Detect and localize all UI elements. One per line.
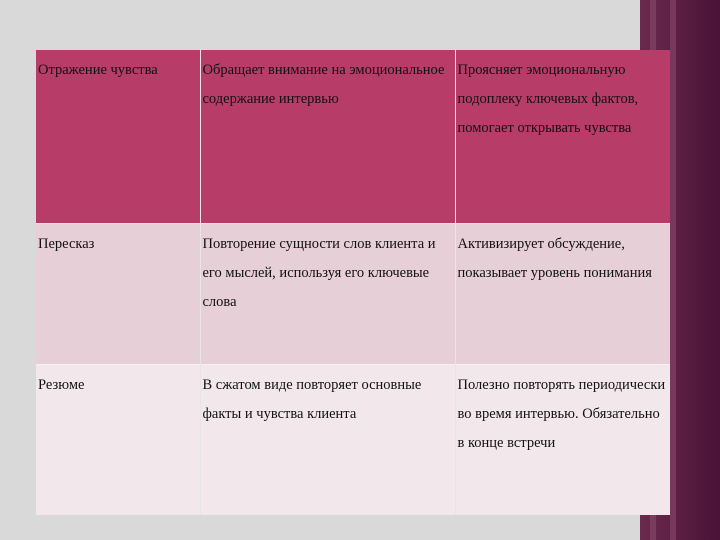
technique-name-cell: Пересказ — [36, 224, 200, 365]
technique-effect-cell: Полезно повторять периодически во время интервью. Обязательно в конце встречи — [455, 365, 670, 516]
technique-effect-cell: Проясняет эмоциональную подоплеку ключевых фактов, помогает открывать чувства — [455, 50, 670, 224]
table-row — [36, 365, 670, 516]
panel-stripe — [670, 0, 676, 540]
technique-effect-cell: Активизирует обсуждение, показывает уровень понимания — [455, 224, 670, 365]
table-row — [36, 50, 670, 224]
technique-description-cell: В сжатом виде повторяет основные факты и чувства клиента — [200, 365, 455, 516]
technique-description-cell: Повторение сущности слов клиента и его мыслей, используя его ключевые слова — [200, 224, 455, 365]
technique-name-cell: Отражение чувства — [36, 50, 200, 224]
table-row — [36, 224, 670, 365]
technique-description-cell: Обращает внимание на эмоциональное содержание интервью — [200, 50, 455, 224]
techniques-table — [36, 50, 670, 515]
technique-name-cell: Резюме — [36, 365, 200, 516]
